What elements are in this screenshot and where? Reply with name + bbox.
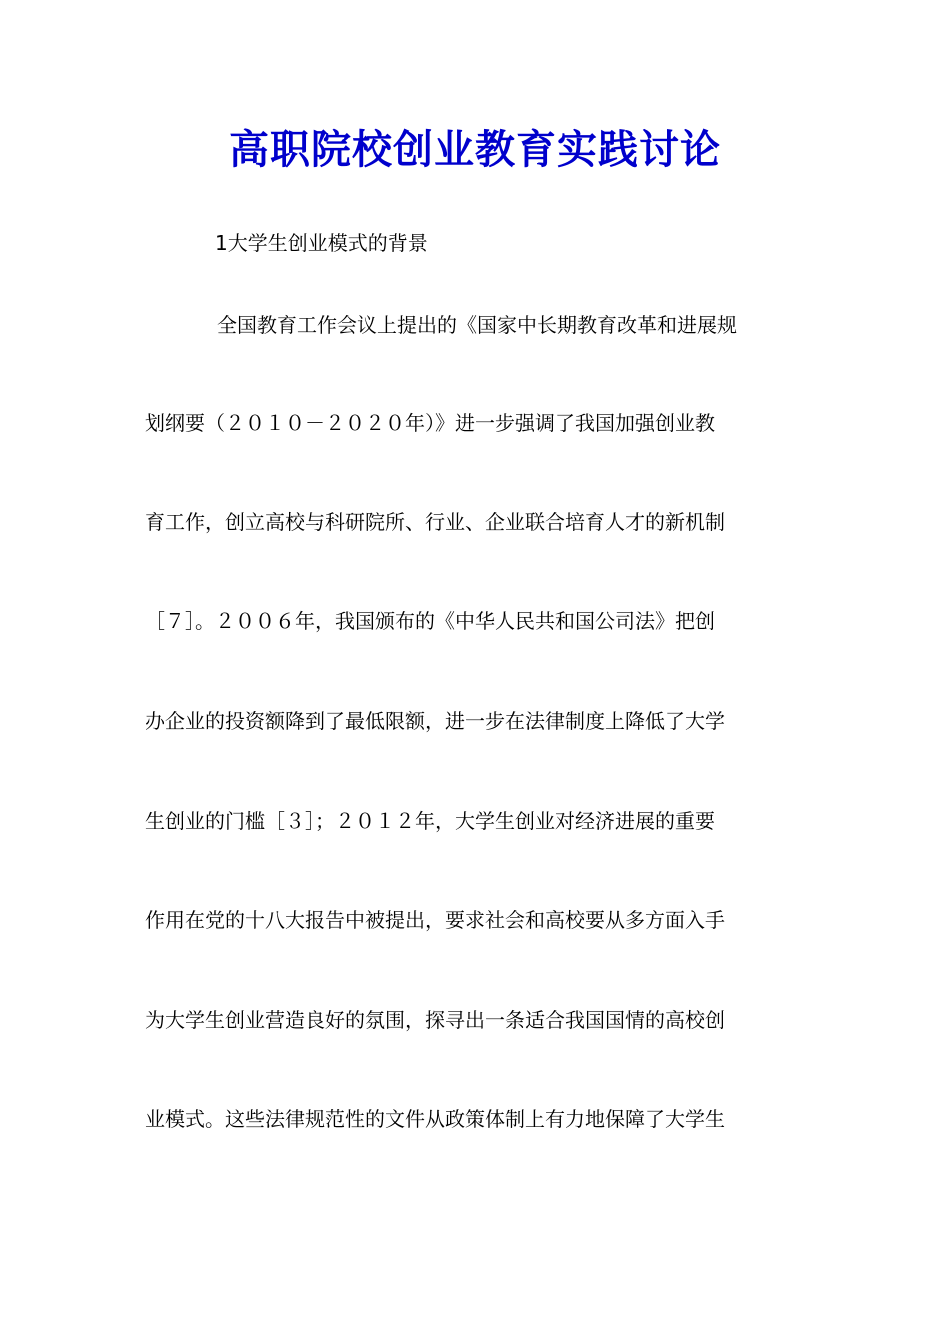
paragraph-line-2: 划纲要（２０１０－２０２０年）》进一步强调了我国加强创业教 [145, 411, 715, 435]
paragraph-line-6: 生创业的门槛［３］；２０１２年，大学生创业对经济进展的重要 [145, 809, 715, 833]
paragraph-line-5: 办企业的投资额降到了最低限额，进一步在法律制度上降低了大学 [145, 709, 725, 733]
paragraph-line-9: 业模式。这些法律规范性的文件从政策体制上有力地保障了大学生 [145, 1107, 725, 1131]
paragraph-line-3: 育工作，创立高校与科研院所、行业、企业联合培育人才的新机制 [145, 510, 725, 534]
document-title: 高职院校创业教育实践讨论 [229, 126, 721, 173]
paragraph-line-4: ［７］。２００６年，我国颁布的《中华人民共和国公司法》把创 [145, 609, 715, 633]
paragraph-line-8: 为大学生创业营造良好的氛围，探寻出一条适合我国国情的高校创 [145, 1008, 725, 1032]
paragraph-line-7: 作用在党的十八大报告中被提出，要求社会和高校要从多方面入手 [145, 908, 725, 932]
paragraph-line-1: 全国教育工作会议上提出的《国家中长期教育改革和进展规 [217, 313, 737, 337]
section-heading: 1大学生创业模式的背景 [215, 231, 428, 255]
